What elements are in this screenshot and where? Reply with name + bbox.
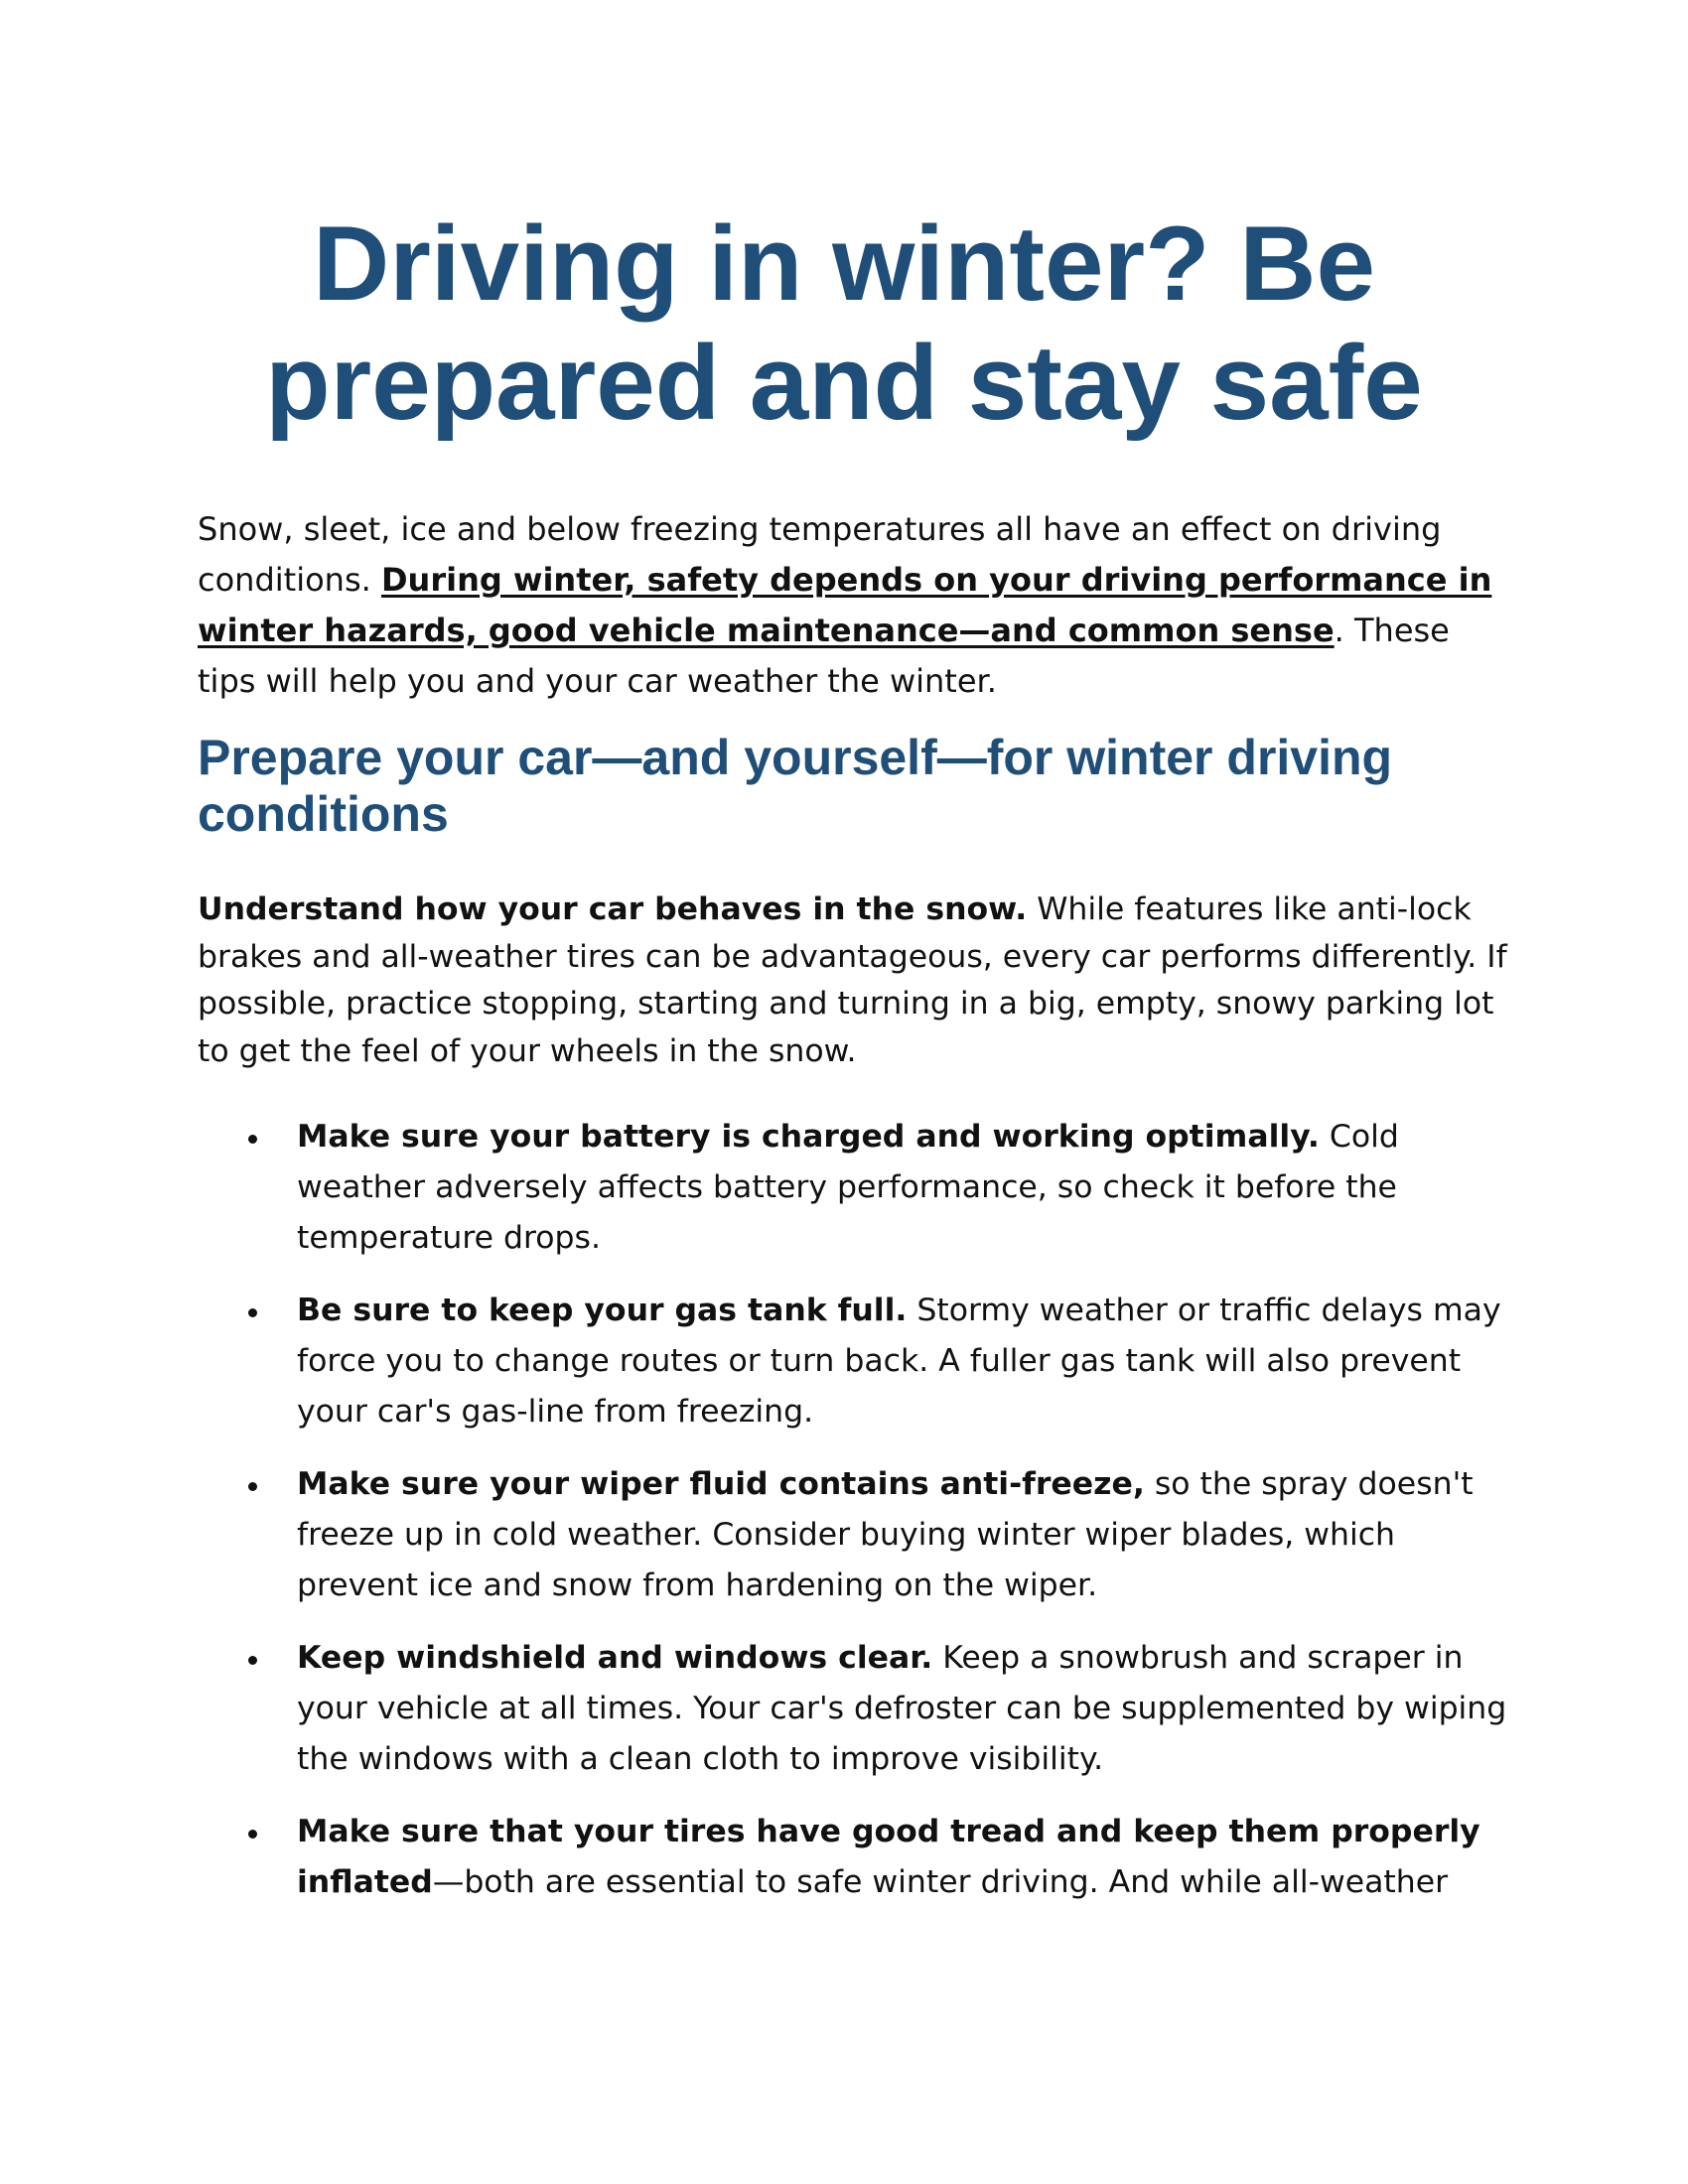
intro-tail-text: . These tips will help you and your car weather the winter. <box>198 612 1450 700</box>
intro-emphasis-text: During winter, safety depends on your driving performance in winter hazards, good vehicle maintenance—and common sense <box>198 561 1492 649</box>
list-item-text <box>297 1807 1508 1908</box>
list-item-body: Stormy weather or traffic delays may force you to change routes or turn back. A fuller gas tank will also prevent your car's gas-line from freezing. <box>297 1293 1501 1430</box>
list-item-lead: Make sure your wiper fluid contains anti-freeze, <box>297 1466 1145 1502</box>
intro-lead-text: Snow, sleet, ice and below freezing temperatures all have an effect on driving conditions. <box>198 510 1442 599</box>
bullet-icon <box>248 1656 257 1665</box>
intro-paragraph <box>198 504 1508 707</box>
list-item-lead: Make sure your battery is charged and working optimally. <box>297 1119 1320 1155</box>
body-paragraph-text: While features like anti-lock brakes and all-weather tires can be advantageous, every car performs differently. If possible, practice stopping, starting and turning in a big, empty, snowy parking lot to get the feel of your wheels in the snow. <box>198 891 1507 1069</box>
list-item-body: Keep a snowbrush and scraper in your vehicle at all times. Your car's defroster can be supplemented by wiping the windows with a clean cloth to improve visibility. <box>297 1640 1507 1777</box>
list-item-body: —both are essential to safe winter driving. And while all-weather <box>432 1864 1449 1900</box>
body-paragraph <box>198 887 1508 1075</box>
bullet-icon <box>248 1830 257 1839</box>
list-item-text <box>297 1633 1508 1785</box>
bullet-icon <box>248 1135 257 1144</box>
list-item-text <box>297 1286 1508 1437</box>
body-paragraph-lead: Understand how your car behaves in the snow. <box>198 891 1028 927</box>
list-item-body: so the spray doesn't freeze up in cold weather. Consider buying winter wiper blades, which prevent ice and snow from hardening on the wiper. <box>297 1466 1474 1603</box>
bullet-icon <box>248 1308 257 1317</box>
page-title: Driving in winter? Be prepared and stay safe <box>265 204 1423 442</box>
list-item-body: Cold weather adversely affects battery performance, so check it before the temperature drops. <box>297 1119 1399 1256</box>
list-item-text <box>297 1112 1508 1264</box>
bullet-icon <box>248 1482 257 1491</box>
list-item-lead: Make sure that your tires have good tread and keep them properly inflated <box>297 1814 1480 1900</box>
list-item-text <box>297 1459 1508 1611</box>
list-item-lead: Keep windshield and windows clear. <box>297 1640 933 1676</box>
section-heading: Prepare your car—and yourself—for winter driving conditions <box>198 730 1393 842</box>
list-item-lead: Be sure to keep your gas tank full. <box>297 1293 908 1328</box>
